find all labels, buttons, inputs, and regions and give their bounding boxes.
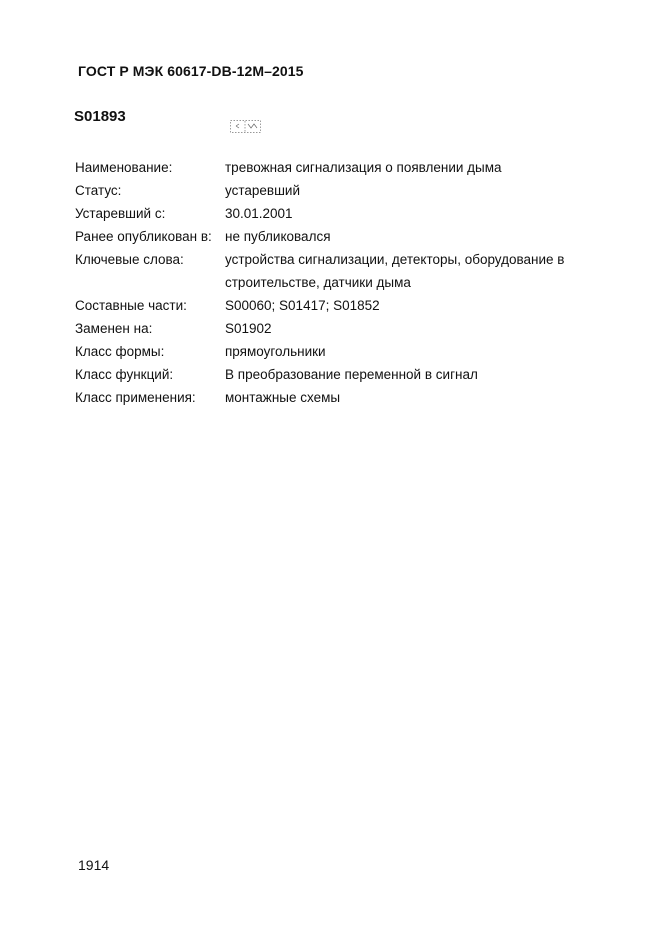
property-value: тревожная сигнализация о появлении дыма <box>225 160 502 175</box>
property-label: Ранее опубликован в: <box>75 229 212 244</box>
property-label: Класс применения: <box>75 390 196 405</box>
property-value: прямоугольники <box>225 344 326 359</box>
property-value: устройства сигнализации, детекторы, оборудование в строительстве, датчики дыма <box>225 252 565 290</box>
property-label: Класс формы: <box>75 344 165 359</box>
property-row-replaced-by <box>75 317 575 340</box>
property-label: Составные части: <box>75 298 187 313</box>
property-row-components <box>75 294 575 317</box>
property-value: устаревший <box>225 183 300 198</box>
symbol-id: S01893 <box>74 108 126 125</box>
property-row-obsolete-since <box>75 202 575 225</box>
property-label: Заменен на: <box>75 321 153 336</box>
property-label: Наименование: <box>75 160 173 175</box>
property-row-previously-published <box>75 225 575 248</box>
property-row-application-class <box>75 386 575 409</box>
document-header: ГОСТ Р МЭК 60617-DB-12M–2015 <box>78 63 304 79</box>
property-value: 30.01.2001 <box>225 206 293 221</box>
property-label: Статус: <box>75 183 122 198</box>
property-value: не публиковался <box>225 229 331 244</box>
property-value: В преобразование переменной в сигнал <box>225 367 478 382</box>
property-value: S00060; S01417; S01852 <box>225 298 380 313</box>
property-label: Устаревший с: <box>75 206 166 221</box>
property-label: Ключевые слова: <box>75 252 184 267</box>
property-row-status <box>75 179 575 202</box>
symbol-thumbnail-icon <box>230 120 261 133</box>
page-number: 1914 <box>78 857 110 873</box>
property-row-name <box>75 156 575 179</box>
property-value: монтажные схемы <box>225 390 341 405</box>
property-row-keywords <box>75 248 575 294</box>
property-value: S01902 <box>225 321 272 336</box>
properties-table <box>75 156 575 409</box>
property-label: Класс функций: <box>75 367 174 382</box>
property-row-function-class <box>75 363 575 386</box>
property-row-shape-class <box>75 340 575 363</box>
